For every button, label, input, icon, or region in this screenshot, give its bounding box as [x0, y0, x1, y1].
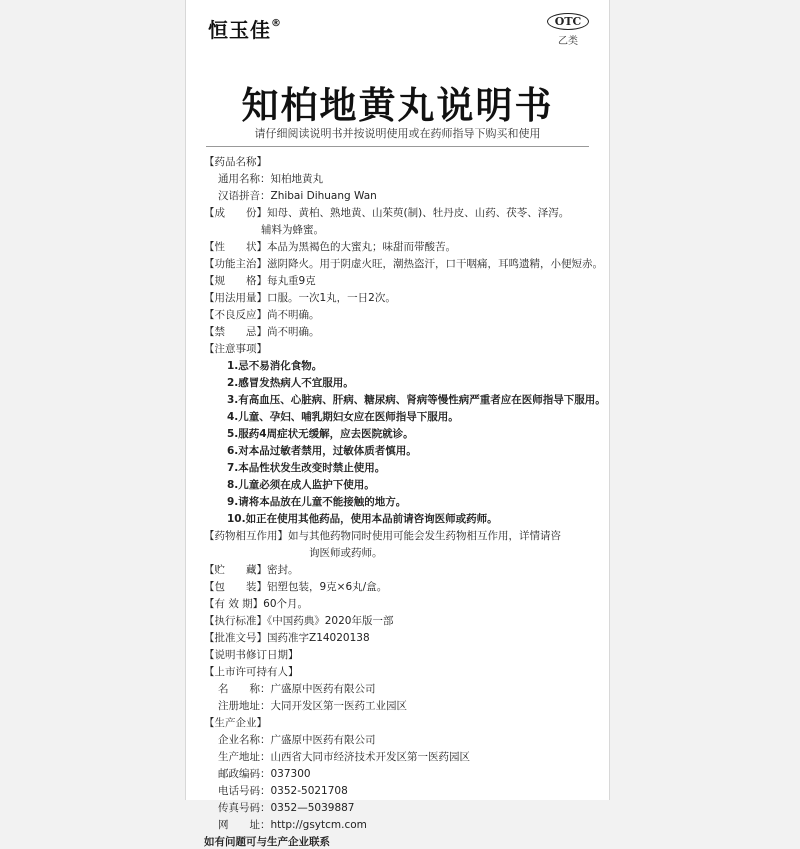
- contraindications: 【禁 忌】尚不明确。: [204, 326, 320, 338]
- precautions-header: 【注意事项】: [204, 343, 267, 355]
- website: 网 址：http://gsytcm.com: [218, 819, 367, 831]
- indications: 【功能主治】滋阴降火。用于阴虚火旺，潮热盗汗，口干咽痛，耳鸣遗精，小便短赤。: [204, 258, 603, 270]
- precaution-item: 5.服药4周症状无缓解，应去医院就诊。: [227, 428, 414, 440]
- manufacturer-header: 【生产企业】: [204, 717, 267, 729]
- revision-date: 【说明书修订日期】: [204, 649, 299, 661]
- adverse-reactions: 【不良反应】尚不明确。: [204, 309, 320, 321]
- page-title: 知柏地黄丸说明书: [241, 84, 554, 127]
- specification: 【规 格】每丸重9克: [204, 275, 316, 287]
- precaution-item: 8.儿童必须在成人监护下使用。: [227, 479, 375, 491]
- precaution-item: 10.如正在使用其他药品，使用本品前请咨询医师或药师。: [227, 513, 498, 525]
- storage: 【贮 藏】密封。: [204, 564, 299, 576]
- precaution-item: 7.本品性状发生改变时禁止使用。: [227, 462, 386, 474]
- ingredients: 【成 份】知母、黄柏、熟地黄、山茱萸(制)、牡丹皮、山药、茯苓、泽泻。: [204, 207, 570, 219]
- package: 【包 装】铝塑包装，9克×6丸/盒。: [204, 581, 388, 593]
- leaflet-sheet: [185, 0, 610, 848]
- precaution-item: 2.感冒发热病人不宜服用。: [227, 377, 354, 389]
- divider: [206, 146, 589, 147]
- dosage: 【用法用量】口服。一次1丸，一日2次。: [204, 292, 396, 304]
- brand-logo: 恒玉佳®: [208, 18, 282, 42]
- otc-class-label: 乙类: [558, 36, 578, 47]
- mah-name: 名 称：广盛原中医药有限公司: [218, 683, 376, 695]
- production-address: 生产地址：山西省大同市经济技术开发区第一医药园区: [218, 751, 470, 763]
- precaution-item: 6.对本品过敏者禁用，过敏体质者慎用。: [227, 445, 417, 457]
- usage-notice: 请仔细阅读说明书并按说明使用或在药师指导下购买和使用: [254, 127, 541, 140]
- pinyin-name: 汉语拼音：Zhibai Dihuang Wan: [218, 190, 377, 202]
- mah-header: 【上市许可持有人】: [204, 666, 299, 678]
- precaution-item: 9.请将本品放在儿童不能接触的地方。: [227, 496, 407, 508]
- generic-name: 通用名称：知柏地黄丸: [218, 173, 323, 185]
- postcode: 邮政编码：037300: [218, 768, 311, 780]
- drug-name-header: 【药品名称】: [204, 156, 267, 168]
- fax: 传真号码：0352—5039887: [218, 802, 355, 814]
- properties: 【性 状】本品为黑褐色的大蜜丸；味甜而带酸苦。: [204, 241, 456, 253]
- validity: 【有 效 期】60个月。: [204, 598, 309, 610]
- otc-badge: OTC: [547, 13, 589, 30]
- ingredients-aux: 辅料为蜂蜜。: [261, 224, 324, 236]
- precaution-item: 4.儿童、孕妇、哺乳期妇女应在医师指导下服用。: [227, 411, 459, 423]
- mah-address: 注册地址：大同开发区第一医药工业园区: [218, 700, 407, 712]
- phone: 电话号码：0352-5021708: [218, 785, 348, 797]
- precaution-item: 3.有高血压、心脏病、肝病、糖尿病、肾病等慢性病严重者应在医师指导下服用。: [227, 394, 606, 406]
- approval-number: 【批准文号】国药准字Z14020138: [204, 632, 370, 644]
- otc-mark: [547, 13, 589, 47]
- standard: 【执行标准】《中国药典》2020年版一部: [204, 615, 394, 627]
- drug-interactions: 【药物相互作用】如与其他药物同时使用可能会发生药物相互作用，详情请咨: [204, 530, 561, 542]
- contact-note: 如有问题可与生产企业联系: [204, 836, 330, 848]
- precaution-item: 1.忌不易消化食物。: [227, 360, 323, 372]
- company-name: 企业名称：广盛原中医药有限公司: [218, 734, 376, 746]
- drug-interactions-cont: 询医师或药师。: [309, 547, 383, 559]
